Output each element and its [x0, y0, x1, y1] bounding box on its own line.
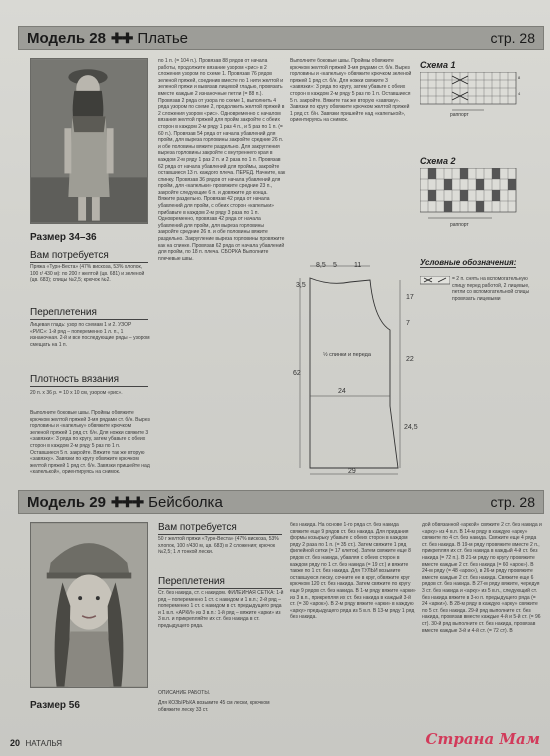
model28-size: Размер 34–36 [30, 232, 97, 243]
model29-header [18, 490, 544, 514]
dress-photo [30, 58, 148, 224]
dim-5: 5 [333, 262, 337, 269]
cable-symbol-icon [420, 276, 450, 286]
model28-page-ref: стр. 28 [490, 30, 535, 46]
dim-22: 22 [406, 356, 414, 363]
difficulty-icon: ✚✚ [110, 29, 133, 46]
dress-pattern-diagram [290, 260, 420, 480]
magazine-name: НАТАЛЬЯ [25, 739, 63, 748]
page-footer [10, 738, 62, 748]
model29-patterns-head: Переплетения [158, 576, 282, 589]
model29-desc-text: Для КОЗЫРЬКА возьмите 45 см лески, крючком обвяжите леску 33 ст. [158, 700, 270, 713]
dim-17: 17 [406, 294, 414, 301]
scheme1-rapport: раппорт [450, 112, 469, 118]
model29-materials-head: Вам потребуется [158, 522, 282, 535]
watermark-logo: Страна Мам [425, 730, 540, 748]
scheme1-grid [420, 72, 524, 116]
model28-col3-text: Выполните боковые швы. Проймы обвяжите крючком желтой пряжей 3-мя рядами ст. б/н. Вырез горловины и «капельку» обвяжите крючком зеленой пряжей 1 ряд ст. б/н. Для ножки свяжите 3 «завязки»: 3 ряда по кругу, затем убавьте с обеих сторон в каждом 2-м ряду 5 раз по 1 п. Оставшиеся 5 п. закройте. Вяжите так же вторую «завязку». Завязки по кругу обвяжите крючком желтой пряжей 1 ряд ст. б/н. Завязки пришейте над «капелькой», ориентируясь на снимок. [290, 58, 412, 124]
model29-col3-text: без накида. На основе 1-го ряда ст. без накида свяжите еще 9 рядов ст. без накида. Для придания формы козырьку убавьте с обеих сторон в каждом ряду 2 раза по 1 п. (= 35 ст.). Затем свяжите 1 ряд филейной сетки (= 17 клеток). Затем свяжите еще 8 рядов ст. без накида, убавляя с обеих сторон в каждом ряду по 1 ст. без накида (= 19 ст.) и вяжите также по 1 ст. без накида. Для ТУЛЬИ возьмите оставшуюся леску, сочните ее в круг, обвяжите круг крючком 120 ст. без накида. Затем свяжите по кругу еще 9 рядов ст. без накида. В 1-м ряду вяжите «арки» из 3 в.п., прикрепляя их ст. без накида в каждый 3-й ст. (= 30 «арок»). В 2-м ряду вяжите «арки» в каждую «арку» предыдущего ряда из 5 в.п. В 13-м ряду 1 ряд без накида. [290, 522, 416, 621]
scheme2-rapport: раппорт [450, 222, 469, 228]
dim-29: 29 [348, 468, 356, 475]
dim-62: 62 [293, 370, 301, 377]
dim-7: 7 [406, 320, 410, 327]
scheme2-grid [420, 168, 524, 224]
model29-materials-text: 50 г желтой пряжи «Турн-Веста» (47% вискоза, 53% хлопок, 100 г/430 м, цв. 683) в 2 сложения; крючок №2,5; 1 л тонкой лески. [158, 536, 279, 556]
model29-title: Модель 29 [27, 493, 106, 511]
dim-8-5: 8,5 [316, 262, 326, 269]
model29-name: Бейсболка [148, 493, 223, 511]
dim-3-5: 3,5 [296, 282, 306, 289]
model29-col4-text: дой обвязанной «аркой» свяжите 2 ст. без накида и «арку» из 4 в.п. В 14-м ряду в каждую «арку» свяжите по 4 ст. без накида. Свяжите еще 4 ряда ст. без накида. В 19-м ряду провяжите вместе 2 п., прикрепляя их ст. без накида в каждый 4-й ст. без накида (= 72 п.). В 21-м ряду по кругу провяжите вместе каждые 2 ст. без накида (= 60 «арок»). В 24-м ряду (= 48 «арок»), в 26-м ряду провяжите вместе каждые 2 ст. без накида. Свяжите еще 6 рядов ст. без накида. В 27-м ряду вяжите, чередуя 3 ст. без накида и «арку» из 5 в.п., следующий ст. без накида вяжите в 3-ю п. предыдущего ряда (= 24 «арки»). В 28-м ряду в каждую «арку» свяжите по 5 ст. без накида. 29-й ряд выполните ст. без накида, провязав вместе каждые 4-й и 5-й ст. (= 96 ст). 30-й ряд выполните ст. без накида, провязав вместе каждые 3-й и 4-й ст. (= 72 ст). В [422, 522, 542, 634]
model28-back-text: Выполните боковые швы. Проймы обвяжите крючком желтой пряжей 3-мя рядами ст. б/н. Вырез горловины и «капельку» обвяжите крючком зеленой пряжей 1 ряд ст. б/н. Для ножки свяжите 3 «завязки»: 3 ряда по кругу, затем убавьте с обеих сторон в каждом 2-м ряду 5 раз по 1 п. Оставшиеся 5 п. закройте. Вяжите так же вторую «завязку». Завязки по кругу обвяжите крючком желтой пряжей 1 ряд ст. б/н. Завязки пришейте над «капелькой», ориентируясь на снимок. [30, 410, 150, 476]
dim-11: 11 [354, 262, 362, 269]
difficulty-icon: ✚✚✚ [110, 493, 144, 510]
scheme1-title: Схема 1 [420, 60, 456, 70]
model28-patterns-head: Переплетения [30, 307, 148, 320]
model28-name: Платье [137, 29, 188, 47]
model28-materials-text: Пряжа «Турн-Веста» (47% вискоза, 53% хлопок, 100 г/ 430 м): по 200 г желтой (цв. 681) и зеленой (цв. 683); спицы №2,5; крючок №2. [30, 264, 145, 284]
svg-text:4: 4 [518, 91, 521, 96]
dim-24: 24 [338, 388, 346, 395]
model29-page-ref: стр. 28 [490, 494, 535, 510]
dress-photo-image [31, 59, 147, 223]
legend-cable-text: = 2 п. снять на вспомогательную спицу перед работой, 2 лицевые, петли со вспомогательной спицы провязать лицевыми [452, 276, 530, 302]
cap-photo [30, 522, 148, 688]
pattern-center-label: ½ спинки и переда [323, 352, 371, 358]
svg-text:8: 8 [518, 75, 521, 80]
model28-header [18, 26, 544, 50]
legend-head: Условные обозначения: [420, 258, 517, 267]
dim-24-5: 24,5 [404, 424, 418, 431]
page-number: 20 [10, 738, 21, 748]
model28-density-text: 20 п. х 36 р. = 10 х 10 см, узором «рис». [30, 390, 123, 396]
model28-materials-head: Вам потребуется [30, 250, 148, 263]
cap-photo-image [31, 523, 147, 687]
model28-col2-text: по 1 п. (= 104 п.). Провязав 88 рядов от начала работы, продолжите вязание узором «рис» в 2 сложения узором по схеме 1. Провязав 76 рядов зеленой пряжей, соединив вместе по 1 нити желтой и зеленой пряжи и вывязав лицевой гладью, провязать вместе каждые 2 изнаночные петли (= 88 п.). Провязав 2 ряда от узора по схеме 1, выполнить 4 ряда узором по схеме 2, продолжить желтой пряжей в 2 сложения узором «рис». Одновременно с началом вязания желтой пряжей для пройм закройте с обеих сторон в каждом 2-м ряду 1 раз 4 п., и 5 раз по 1 п. (= 60 п.). Провязав 54 ряда от начала убавлений для пройм, для выреза горловины закройте средние 26 п. и обе половины вяжите раздельно. Для закругления выреза горловины закройте с внутреннего края в каждом 2-м ряду 1 раз 2 п. и 2 раза по 1 п. Провязав 62 ряда от начала убавлений для проймы, закройте оставшиеся 13 п. каждого плеча. ПЕРЕД. Начните, как спинку. Провязав 36 рядов от начала убавлений для пройм, для «капельки» провяжите средние 23 п., закройте следующие 6 п. и довяжите до конца. Вяжите раздельно. Провязав 42 ряда от начала убавлений для пройм, с обеих сторон «капельки» прибавьте в каждом 2-м ряду 3 раза по 1 п. Одновременно, провязав 42 ряда от начала убавлений для пройм, для выреза горловины закройте средние 26 п. и обе половины вяжите раздельно. Закругление выреза горловины провяжите как на спинке. Провязав 62 ряда от начала убавлений для пройм, по 18 п. плеча. СБОРКА Выполните плечевые швы. [158, 58, 286, 262]
model28-title: Модель 28 [27, 29, 106, 47]
model28-density-head: Плотность вязания [30, 374, 148, 387]
scheme2-title: Схема 2 [420, 156, 456, 166]
model28-patterns-text: Лицевая гладь: узор по схемам 1 и 2. УЗОР «РИС»: 1-й ряд – попеременно 1 л. п., 1 изнаночная. 2-й и все последующие ряды – узором смещать на 1 п. [30, 322, 150, 348]
model29-patterns-text: Ст. без накида, ст. с накидом. ФИЛЕЙНАЯ СЕТКА: 1-й ряд – попеременно 1 ст. с накидом и 1 в.п.; 2-й ряд – попеременно 1 ст. с накидом в ст. предыдущего ряда и 1 в.п. «АРКИ» из 3 в.п.: 1-й ряд – вяжите «арки» из 3 в.п. и прикрепляйте их ст. без накида в ст. предыдущего ряда. [158, 590, 284, 629]
model29-size: Размер 56 [30, 700, 80, 711]
model29-desc-head: ОПИСАНИЕ РАБОТЫ. [158, 690, 211, 696]
